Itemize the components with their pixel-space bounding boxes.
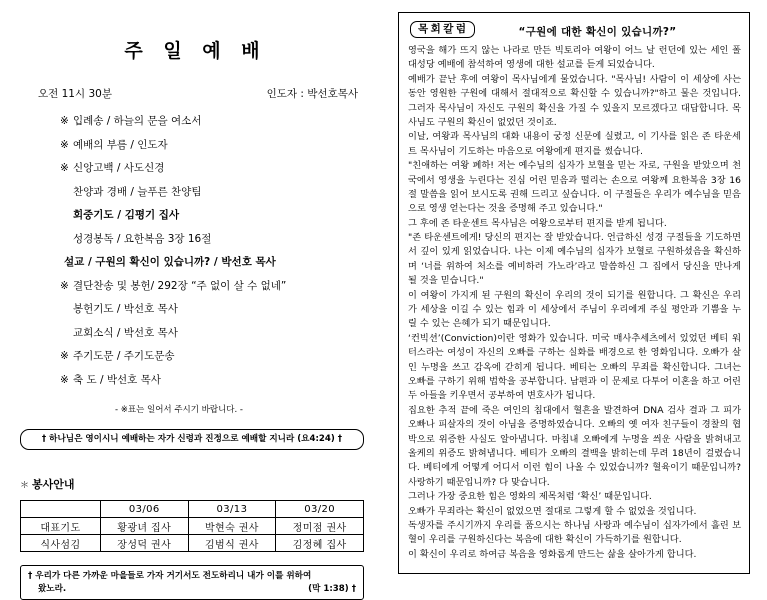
order-item-label: 예배의 부름 / 인도자 bbox=[73, 138, 168, 151]
duty-table-head bbox=[21, 501, 364, 518]
order-item-mark-icon: ※ bbox=[60, 162, 69, 175]
order-item bbox=[60, 187, 364, 198]
duty-table-body bbox=[21, 518, 364, 552]
order-item bbox=[60, 163, 364, 174]
table-cell: 정미점 권사 bbox=[276, 518, 364, 535]
order-item bbox=[51, 257, 364, 268]
column-paragraph: 그러나 가장 중요한 힘은 영화의 제목처럼 ‘확신’ 때문입니다. bbox=[408, 491, 652, 503]
order-item bbox=[60, 304, 364, 315]
table-cell: 대표기도 bbox=[21, 518, 101, 535]
column-paragraph: 이날, 여왕과 목사님의 대화 내용이 궁정 신문에 실렸고, 이 기사를 읽은 존 타운세트 목사님이 기도하는 마음으로 여왕에게 편지를 썼습니다. bbox=[408, 131, 741, 157]
verse-bottom-text: 왔노라. bbox=[38, 583, 67, 594]
column-paragraph: "친애하는 여왕 폐하! 저는 예수님의 십자가 보혈을 믿는 자로, 구원을 받았으며 천국에서 영생을 누린다는 진심 어린 믿음과 떨리는 손으로 여왕께 요한복음 3장 16절 말씀을 읽어 보시도록 권해 드리고 싶습니다. 이 구절들은 우리가 예수님을 믿음으로 영생 얻는다는 것을 증명해 주고 있습니다." bbox=[408, 160, 741, 215]
order-item bbox=[60, 328, 364, 339]
table-row bbox=[21, 518, 364, 535]
table-column-header: 03/13 bbox=[188, 501, 276, 518]
verse-bottom-line1: † 우리가 다른 가까운 마을들로 가자 거기서도 전도하리니 내가 이를 위하여 bbox=[28, 571, 312, 582]
column-paragraph: 그 후에 존 타운센트 목사님은 여왕으로부터 편지를 받게 됩니다. bbox=[408, 217, 667, 229]
order-item-label: 결단찬송 및 봉헌/ 292장 “주 없이 살 수 없네” bbox=[73, 279, 287, 292]
table-column-header bbox=[21, 501, 101, 518]
table-cell: 식사섬김 bbox=[21, 535, 101, 552]
column-paragraph: 이 확신이 우리로 하여금 복음을 영화롭게 만드는 삶을 살아가게 합니다. bbox=[408, 548, 697, 560]
column-badge: 목회칼럼 bbox=[410, 21, 475, 38]
table-header-row bbox=[21, 501, 364, 518]
service-time: 오전 11시 30분 bbox=[38, 88, 112, 100]
order-item-label: 성경봉독 / 요한복음 3장 16절 bbox=[73, 232, 212, 245]
column-paragraph: "존 타운센트에게! 당신의 편지는 잘 받았습니다. 언급하신 성경 구절들을 기도하면서 깊이 있게 읽었습니다. 나는 이제 예수님의 십자가 보혈로 구원하셨음을 확신하며 ‘너를 위하여 처소를 예비하러 가노라’라고 말씀하신 그 집에서 당신을 만나게 될 것을 믿습니다." bbox=[408, 232, 741, 287]
order-item bbox=[60, 281, 364, 292]
order-item bbox=[60, 234, 364, 245]
verse-banner-top: † 하나님은 영이시니 예배하는 자가 신령과 진정으로 예배할 지니라 (요4:24) † bbox=[20, 429, 364, 450]
order-item-label: 입례송 / 하늘의 문을 여소서 bbox=[73, 115, 202, 127]
order-item-mark-icon: ※ bbox=[60, 115, 69, 127]
order-item bbox=[60, 351, 364, 362]
order-item-mark-icon: ※ bbox=[60, 279, 69, 292]
order-item bbox=[60, 375, 364, 386]
duty-table bbox=[20, 500, 364, 552]
standing-note: - ※표는 일어서 주시기 바랍니다. - bbox=[114, 404, 243, 415]
column-paragraph: 집요한 추적 끝에 죽은 여인의 침대에서 혈흔을 발견하여 DNA 검사 결과 그 피가 오빠나 피살자의 것이 아님을 증명하였습니다. 오빠의 옛 여자 친구들이 경찰의 협박으로 위증한 사실도 알아냅니다. 마침내 오빠에게 누명을 씌운 사람을 밝혀내고 올케의 위증도 밝혀냅니다. 베티가 오빠의 결백을 밝히는데 무려 18년이 걸렸습니다. 베티에게 어떻게 어디서 이런 힘이 나올 수 있었습니까? 혈육이기 때문입니까? 사랑하기 때문입니까? 다 맞습니다. bbox=[408, 404, 741, 488]
pastor-column-body bbox=[408, 44, 741, 562]
table-cell: 장성덕 권사 bbox=[100, 535, 188, 552]
table-column-header: 03/06 bbox=[100, 501, 188, 518]
page-title: 주 일 예 배 bbox=[124, 40, 267, 62]
order-item-label: 설교 / 구원의 확신이 있습니까? / 박선호 목사 bbox=[64, 256, 276, 269]
verse-banner-bottom bbox=[20, 565, 364, 600]
column-paragraph: 이 여왕이 가지게 된 구원의 확신이 우리의 것이 되기를 원합니다. 그 확신은 우리가 세상을 이길 수 있는 힘과 이 세상에서 주님이 우리에게 주실 평안과 기쁨을 누릴 수 있는 은혜가 되기 때문입니다. bbox=[408, 289, 741, 330]
order-item bbox=[60, 116, 364, 127]
order-item bbox=[60, 140, 364, 151]
order-of-worship-column bbox=[0, 0, 384, 596]
column-paragraph: 독생자를 주시기까지 우리를 품으시는 하나님 사랑과 예수님이 십자가에서 흘린 보혈이 우리를 구원하신다는 복음에 대한 확신이 가득하기를 원합니다. bbox=[408, 519, 741, 546]
table-cell: 김정혜 집사 bbox=[276, 535, 364, 552]
order-item-label: 축 도 / 박선호 목사 bbox=[73, 373, 161, 386]
order-item-label: 교회소식 / 박선호 목사 bbox=[73, 326, 178, 339]
pastor-column-panel bbox=[398, 12, 750, 574]
service-time-row bbox=[20, 86, 364, 101]
order-item-label: 신앙고백 / 사도신경 bbox=[73, 162, 165, 175]
column-paragraph: 오빠가 무죄라는 확신이 없었으면 절대로 그렇게 할 수 없었을 것입니다. bbox=[408, 505, 697, 517]
verse-bottom-reference: (막 1:38) † bbox=[308, 583, 356, 594]
pastor-column-header bbox=[408, 20, 741, 42]
order-item-mark-icon: ※ bbox=[60, 373, 69, 386]
order-item-mark-icon: ※ bbox=[60, 350, 69, 363]
column-paragraph: 영국을 해가 뜨지 않는 나라로 만든 빅토리아 여왕이 어느 날 런던에 있는 세인 폴 대성당 예배에 참석하여 영생에 대한 설교를 듣게 되었습니다. bbox=[408, 45, 741, 71]
order-list bbox=[20, 116, 364, 386]
table-column-header: 03/20 bbox=[276, 501, 364, 518]
table-cell: 박현숙 권사 bbox=[188, 518, 276, 535]
table-row bbox=[21, 535, 364, 552]
duty-heading-label: 봉사안내 bbox=[32, 478, 75, 492]
order-item-label: 회중기도 / 김평기 집사 bbox=[73, 209, 180, 222]
order-item-mark-icon: ※ bbox=[60, 138, 69, 151]
table-cell: 황광녀 집사 bbox=[100, 518, 188, 535]
verse-bottom-line2 bbox=[28, 583, 356, 595]
column-paragraph: ‘컨빅션’(Conviction)이란 영화가 있습니다. 미국 매사추세츠에서 있었던 베티 워터스라는 여성이 자신의 오빠를 구하는 실화를 배경으로 한 영화입니다. 오빠가 살인 누명을 쓰고 감옥에 갇히게 됩니다. 베티는 오빠의 무죄를 확신합니다. 그녀는 오빠를 구하기 위해 법학을 공부합니다. 남편과 이 문제로 다투어 이혼을 하고 어린 두 아들을 키우면서 공부하여 변호사가 됩니다. bbox=[408, 332, 741, 402]
duty-section-heading bbox=[20, 476, 364, 492]
table-cell: 김범식 권사 bbox=[188, 535, 276, 552]
service-leader: 인도자 : 박선호목사 bbox=[266, 88, 358, 100]
order-item-label: 찬양과 경배 / 늘푸른 찬양팀 bbox=[73, 185, 202, 198]
column-title: “구원에 대한 확신이 있습니까?” bbox=[518, 26, 677, 38]
column-paragraph: 예배가 끝난 후에 여왕이 목사님에게 물었습니다. "목사님! 사람이 이 세상에 사는 동안 영원한 구원에 대해서 절대적으로 확신할 수 있습니까?"하고 물은 것입니다. 그러자 목사님이 자신도 구원의 확신을 가질 수 있을지 모르겠다고 대답합니다. 목사님도 구원의 확신이 없었던 것이죠. bbox=[408, 73, 741, 128]
order-item-label: 봉헌기도 / 박선호 목사 bbox=[73, 303, 178, 316]
order-item-label: 주기도문 / 주기도문송 bbox=[73, 350, 175, 363]
order-item bbox=[60, 210, 364, 221]
asterisk-icon: ＊ bbox=[20, 481, 30, 492]
